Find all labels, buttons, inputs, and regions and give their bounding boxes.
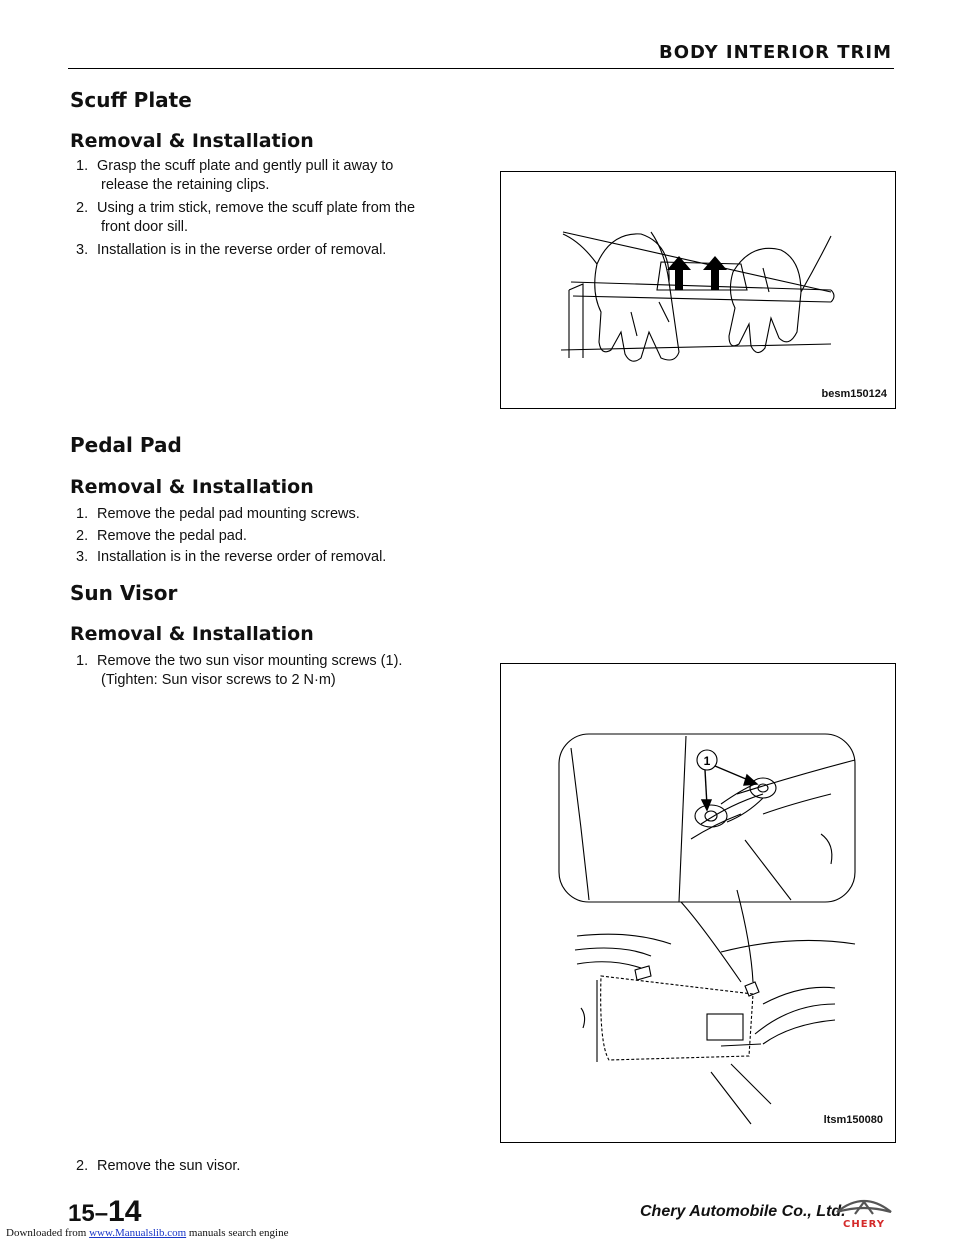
scuff-plate-illustration xyxy=(501,172,895,408)
visor-step-1 xyxy=(76,652,472,690)
page-number xyxy=(68,1195,141,1229)
step-number: 3. xyxy=(76,549,89,565)
step-text: Installation is in the reverse order of removal. xyxy=(97,242,387,258)
subtitle-visor-removal: Removal & Installation xyxy=(70,623,314,645)
download-credit xyxy=(6,1227,288,1239)
pedal-step-2 xyxy=(76,527,472,546)
download-prefix: Downloaded from xyxy=(6,1227,87,1239)
page-number-value: 14 xyxy=(108,1195,142,1228)
step-text: Using a trim stick, remove the scuff plate from the xyxy=(97,200,416,216)
header-rule xyxy=(68,68,894,69)
step-number: 1. xyxy=(76,653,89,669)
scuff-step-1 xyxy=(76,157,472,195)
visor-step-2 xyxy=(76,1157,472,1176)
step-text: Grasp the scuff plate and gently pull it away to xyxy=(97,158,394,174)
download-suffix: manuals search engine xyxy=(188,1227,289,1239)
logo-text: CHERY xyxy=(843,1219,885,1230)
manualslib-link[interactable]: www.Manualslib.com xyxy=(89,1227,187,1239)
page-prefix: 15– xyxy=(68,1200,109,1227)
step-text: Installation is in the reverse order of removal. xyxy=(97,549,387,565)
section-title-sun-visor: Sun Visor xyxy=(70,581,178,605)
step-text-continued: (Tighten: Sun visor screws to 2 N·m) xyxy=(101,672,336,688)
chery-logo xyxy=(833,1196,895,1230)
subtitle-scuff-removal: Removal & Installation xyxy=(70,130,314,152)
subtitle-pedal-removal: Removal & Installation xyxy=(70,476,314,498)
step-text: Remove the sun visor. xyxy=(97,1158,241,1174)
pedal-step-1 xyxy=(76,505,472,524)
section-title-pedal-pad: Pedal Pad xyxy=(70,433,182,457)
step-number: 2. xyxy=(76,200,89,216)
step-text: Remove the two sun visor mounting screws (1). xyxy=(97,653,403,669)
company-name: Chery Automobile Co., Ltd. xyxy=(640,1203,846,1220)
step-text: Remove the pedal pad mounting screws. xyxy=(97,506,360,522)
step-number: 2. xyxy=(76,528,89,544)
figure-code-besm150124: besm150124 xyxy=(821,388,887,400)
running-header: BODY INTERIOR TRIM xyxy=(658,42,892,63)
section-title-scuff-plate: Scuff Plate xyxy=(70,88,192,112)
callout-label-1: 1 xyxy=(703,754,711,768)
step-text: Remove the pedal pad. xyxy=(97,528,247,544)
figure-code-ltsm150080: ltsm150080 xyxy=(823,1114,883,1126)
step-number: 1. xyxy=(76,506,89,522)
scuff-step-2 xyxy=(76,199,472,237)
figure-scuff-plate xyxy=(500,171,896,409)
pedal-step-3 xyxy=(76,548,472,567)
step-text-continued: release the retaining clips. xyxy=(101,177,270,193)
step-number: 2. xyxy=(76,1158,89,1174)
step-text-continued: front door sill. xyxy=(101,219,189,235)
scuff-step-3 xyxy=(76,241,472,260)
step-number: 1. xyxy=(76,158,89,174)
figure-sun-visor xyxy=(500,663,896,1143)
sun-visor-illustration xyxy=(501,664,895,1142)
step-number: 3. xyxy=(76,242,89,258)
